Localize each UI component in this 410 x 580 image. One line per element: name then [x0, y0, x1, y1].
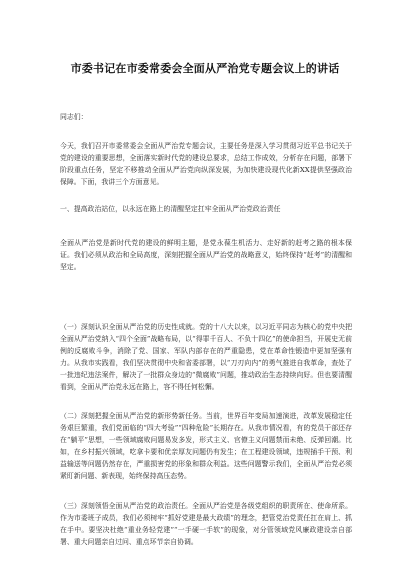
section-heading-1: 一、提高政治站位，以永远在路上的清醒坚定扛牢全面从严治党政治责任	[60, 205, 281, 213]
paragraph-section-1-intro: 全面从严治党是新时代党的建设的鲜明主题，是党永葆生机活力、走好新的赶考之路的根本保证。我们必须从政治和全局高度，深刻把握全面从严治党的战略意义，始终保持“赶考”的清醒和坚定。	[60, 239, 352, 271]
paragraph-point-2: （二）深刻把握全面从严治党的新形势新任务。当前，世界百年变局加速演进，改革发展稳定任务艰巨繁重，我们党面临的“四大考验”“四种危险”长期存在。从我市情况看，有的党员干部还存在“躺平”思想，一些领域腐败问题易发多发，形式主义、官僚主义问题禁而未绝、反弹回潮。比如，在乡村振兴领域，吃拿卡要和优亲厚友问题仍有发生；在工程建设领域，违规插手干预、利益输送等问题仍然存在，严重损害党的形象和群众利益。这些问题警示我们，全面从严治党必须紧盯新问题、新表现，始终保持高压态势。	[60, 412, 352, 480]
document-title: 市委书记在市委常委会全面从严治党专题会议上的讲话	[70, 62, 340, 75]
paragraph-point-1: （一）深刻认识全面从严治党的历史性成就。党的十八大以来，以习近平同志为核心的党中央把全面从严治党纳入“四个全面”战略布局，以“得罪千百人、不负十四亿”的使命担当，开展史无前例的反腐败斗争，消除了党、国家、军队内部存在的严重隐患，党在革命性锻造中更加坚强有力。从我市实践看，我们坚决贯彻中央和省委部署，以“刀刃向内”的勇气推进自我革命，查处了一批违纪违法案件，解决了一批群众身边的“微腐败”问题，推动政治生态持续向好。但也要清醒看到，全面从严治党永远在路上，容不得任何松懈。	[60, 323, 352, 391]
paragraph-point-3: （三）深刻领悟全面从严治党的政治责任。全面从严治党是各级党组织的职责所在、使命所系。作为市委班子成员，我们必须树牢“抓好党建是最大政绩”的理念，把管党治党责任扛在肩上、抓在手中。要坚决杜绝“重业务轻党建”“一手硬一手软”的现象，对分管领域党风廉政建设亲自部署、重大问题亲自过问、重点环节亲自协调。	[60, 502, 352, 546]
salutation: 同志们：	[60, 113, 88, 121]
paragraph-intro: 今天，我们召开市委常委会全面从严治党专题会议，主要任务是深入学习贯彻习近平总书记关于党的建设的重要思想，全面落实新时代党的建设总要求，总结工作成效，分析存在问题，部署下阶段重点任务，坚定不移推动全面从严治党向纵深发展，为加快建设现代化新XX提供坚强政治保障。下面，我讲三个方面意见。	[60, 142, 352, 186]
